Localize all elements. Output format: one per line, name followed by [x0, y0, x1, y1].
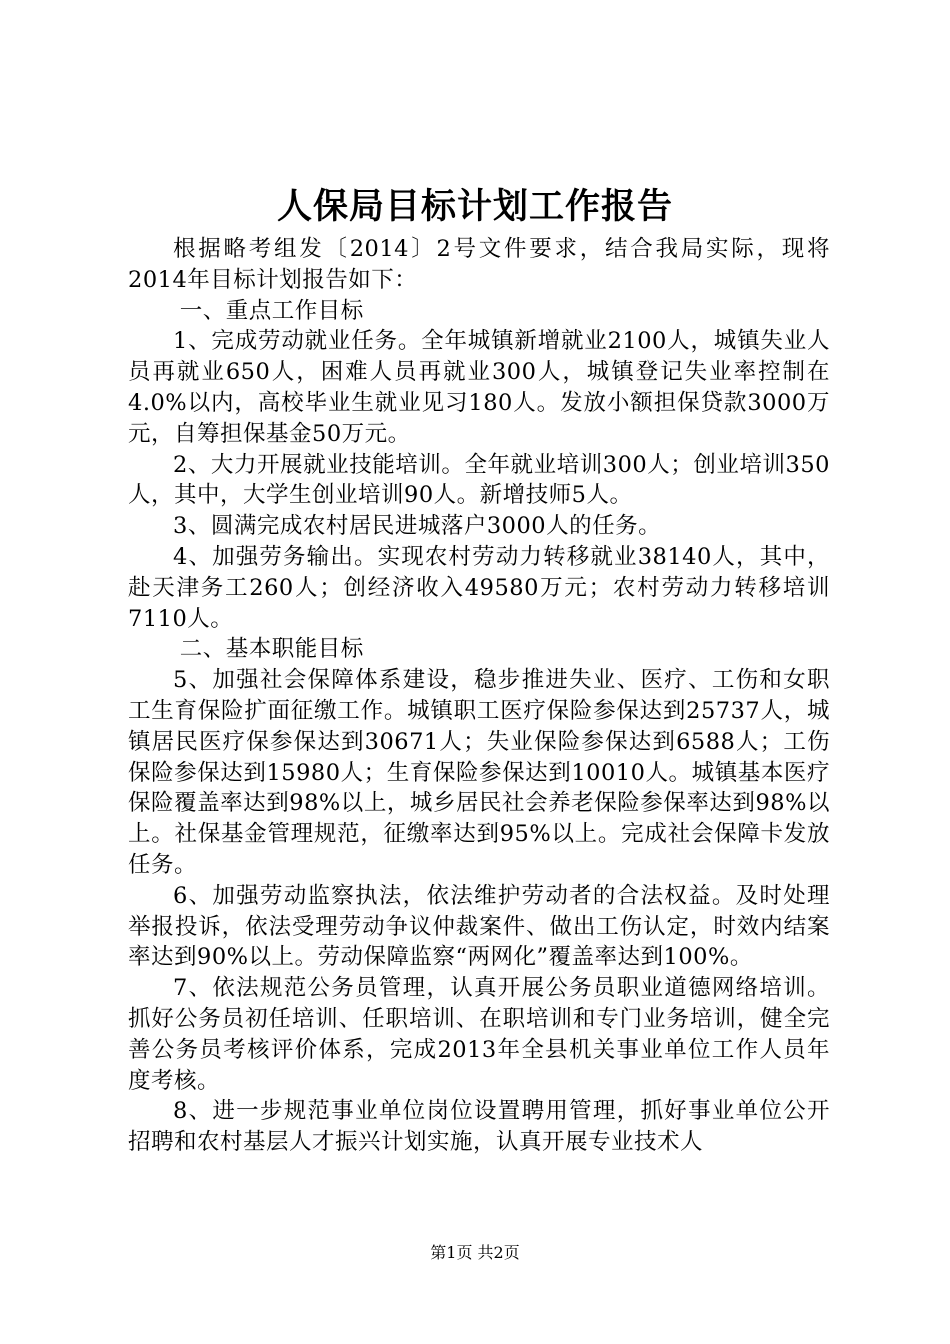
paragraph-item-6: 6、加强劳动监察执法，依法维护劳动者的合法权益。及时处理举报投诉，依法受理劳动争议仲裁案件、做出工伤认定，时效内结案率达到90%以上。劳动保障监察“两网化”覆盖率达到100%。 — [128, 882, 830, 971]
document-body — [128, 234, 830, 1158]
section-heading-key-goals: 一、重点工作目标 — [179, 297, 364, 324]
paragraph-item-2: 2、大力开展就业技能培训。全年就业培训300人；创业培训350人，其中，大学生创业培训90人。新增技师5人。 — [128, 451, 830, 509]
paragraph-item-7: 7、依法规范公务员管理，认真开展公务员职业道德网络培训。抓好公务员初任培训、任职培训、在职培训和专门业务培训，健全完善公务员考核评价体系，完成2013年全县机关事业单位工作人员年度考核。 — [128, 975, 830, 1094]
page-footer: 第1页 共2页 — [430, 1243, 520, 1262]
document-title: 人保局目标计划工作报告 — [276, 186, 673, 227]
paragraph-item-8: 8、进一步规范事业单位岗位设置聘用管理，抓好事业单位公开招聘和农村基层人才振兴计划实施，认真开展专业技术人 — [128, 1098, 830, 1156]
paragraph-item-4: 4、加强劳务输出。实现农村劳动力转移就业38140人，其中，赴天津务工260人；创经济收入49580万元；农村劳动力转移培训7110人。 — [128, 543, 830, 632]
paragraph-item-3: 3、圆满完成农村居民进城落户3000人的任务。 — [173, 513, 662, 540]
section-heading-basic-functions: 二、基本职能目标 — [179, 636, 364, 663]
paragraph-item-1: 1、完成劳动就业任务。全年城镇新增就业2100人，城镇失业人员再就业650人，困难人员再就业300人，城镇登记失业率控制在4.0%以内，高校毕业生就业见习180人。发放小额担保贷款3000万元，自筹担保基金50万元。 — [128, 328, 830, 447]
intro-paragraph: 根据略考组发〔2014〕2号文件要求，结合我局实际，现将2014年目标计划报告如下： — [128, 236, 830, 293]
paragraph-item-5: 5、加强社会保障体系建设，稳步推进失业、医疗、工伤和女职工生育保险扩面征缴工作。城镇职工医疗保险参保达到25737人，城镇居民医疗保参保达到30671人；失业保险参保达到6588人；工伤保险参保达到15980人；生育保险参保达到10010人。城镇基本医疗保险覆盖率达到98%以上，城乡居民社会养老保险参保率达到98%以上。社保基金管理规范，征缴率达到95%以上。完成社会保障卡发放任务。 — [128, 667, 830, 878]
